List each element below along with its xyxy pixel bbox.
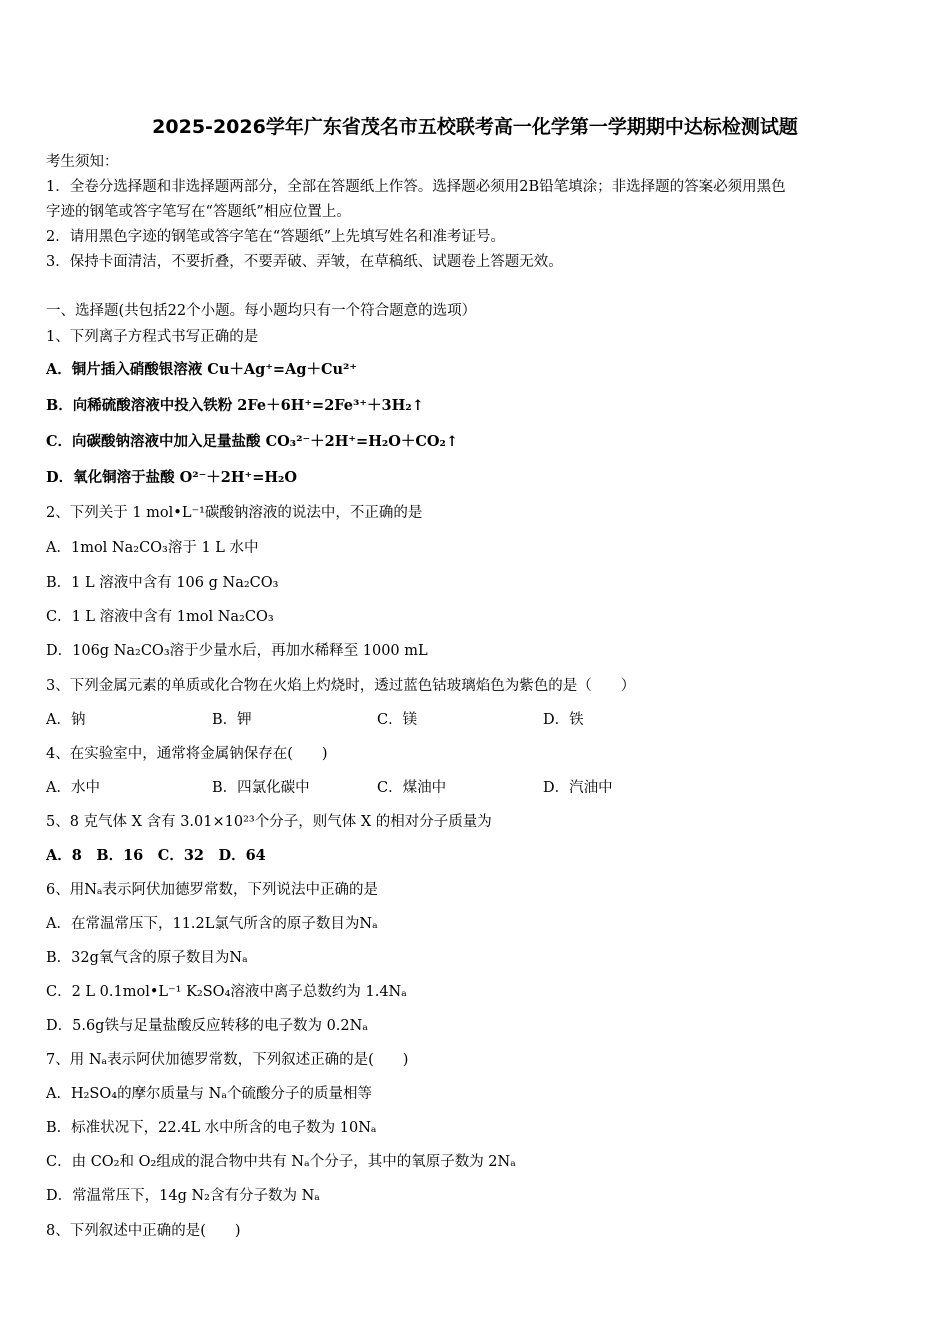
q5-options: A．8 B．16 C．32 D．64 [46, 847, 266, 864]
q6-option-a: A．在常温常压下，11.2L氯气所含的原子数目为Nₐ [46, 916, 378, 932]
q3-option-a: A．钠 [46, 712, 86, 728]
q2-option-d: D．106g Na₂CO₃溶于少量水后，再加水稀释至 1000 mL [46, 643, 428, 659]
q2-option-b: B．1 L 溶液中含有 106 g Na₂CO₃ [46, 575, 279, 591]
q3-option-c: C．镁 [377, 712, 418, 728]
q2-stem: 2、下列关于 1 mol•L⁻¹碳酸钠溶液的说法中，不正确的是 [46, 505, 423, 521]
notice-item: 2．请用黑色字迹的钢笔或答字笔在“答题纸”上先填写姓名和准考证号。 [46, 229, 506, 245]
q7-option-b: B．标准状况下，22.4L 水中所含的电子数为 10Nₐ [46, 1120, 377, 1136]
q2-option-c: C．1 L 溶液中含有 1mol Na₂CO₃ [46, 609, 274, 625]
notice-item: 字迹的钢笔或答字笔写在“答题纸”相应位置上。 [46, 204, 351, 220]
q4-option-c: C．煤油中 [377, 780, 447, 796]
q4-option-b: B．四氯化碳中 [212, 780, 310, 796]
q3-stem: 3、下列金属元素的单质或化合物在火焰上灼烧时，透过蓝色钴玻璃焰色为紫色的是（ ） [46, 678, 636, 694]
q2-option-a: A．1mol Na₂CO₃溶于 1 L 水中 [46, 540, 259, 556]
q5-stem: 5、8 克气体 X 含有 3.01×10²³个分子，则气体 X 的相对分子质量为 [46, 814, 492, 830]
q6-option-d: D．5.6g铁与足量盐酸反应转移的电子数为 0.2Nₐ [46, 1018, 368, 1034]
q1-option-d: D．氧化铜溶于盐酸 O²⁻＋2H⁺=H₂O [46, 469, 298, 486]
q6-option-b: B．32g氧气含的原子数目为Nₐ [46, 950, 248, 966]
q3-option-d: D．铁 [543, 712, 584, 728]
q7-option-a: A．H₂SO₄的摩尔质量与 Nₐ个硫酸分子的质量相等 [46, 1086, 372, 1102]
q6-stem: 6、用Nₐ表示阿伏加德罗常数，下列说法中正确的是 [46, 882, 379, 898]
q1-option-c: C．向碳酸钠溶液中加入足量盐酸 CO₃²⁻＋2H⁺=H₂O＋CO₂↑ [46, 433, 459, 450]
notice-item: 1．全卷分选择题和非选择题两部分，全部在答题纸上作答。选择题必须用2B铅笔填涂；非选择题的答案必须用黑色 [46, 179, 786, 195]
q7-option-d: D．常温常压下，14g N₂含有分子数为 Nₐ [46, 1188, 320, 1204]
section-heading: 一、选择题(共包括22个小题。每小题均只有一个符合题意的选项） [46, 303, 477, 319]
q6-option-c: C．2 L 0.1mol•L⁻¹ K₂SO₄溶液中离子总数约为 1.4Nₐ [46, 984, 407, 1000]
q8-stem: 8、下列叙述中正确的是( ) [46, 1223, 241, 1239]
notice-item: 3．保持卡面清洁，不要折叠，不要弄破、弄皱，在草稿纸、试题卷上答题无效。 [46, 254, 563, 270]
q7-stem: 7、用 Nₐ表示阿伏加德罗常数，下列叙述正确的是( ) [46, 1052, 409, 1068]
q4-option-d: D．汽油中 [543, 780, 613, 796]
q4-stem: 4、在实验室中，通常将金属钠保存在( ) [46, 746, 328, 762]
page-title: 2025-2026学年广东省茂名市五校联考高一化学第一学期期中达标检测试题 [152, 116, 798, 138]
q1-stem: 1、下列离子方程式书写正确的是 [46, 329, 259, 345]
notice-heading: 考生须知： [46, 154, 119, 170]
q4-option-a: A．水中 [46, 780, 100, 796]
q1-option-b: B．向稀硫酸溶液中投入铁粉 2Fe＋6H⁺=2Fe³⁺＋3H₂↑ [46, 397, 424, 414]
q3-option-b: B．钾 [212, 712, 252, 728]
q1-option-a: A．铜片插入硝酸银溶液 Cu＋Ag⁺=Ag＋Cu²⁺ [46, 361, 358, 378]
q7-option-c: C．由 CO₂和 O₂组成的混合物中共有 Nₐ个分子，其中的氧原子数为 2Nₐ [46, 1154, 516, 1170]
